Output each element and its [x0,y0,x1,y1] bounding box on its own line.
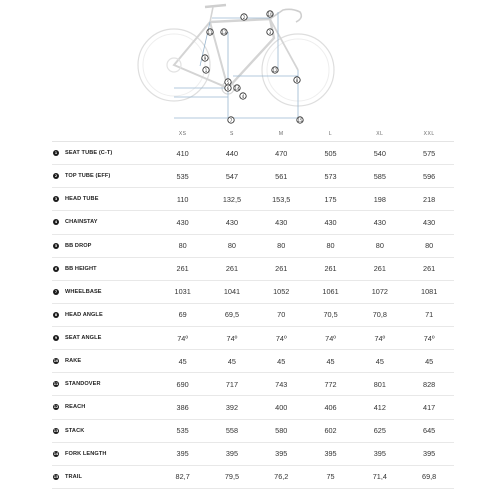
value-cell: 70,5 [323,310,338,320]
row-label-cell [52,381,158,387]
geometry-table [52,127,454,489]
badge-label-3: 3 [268,29,272,35]
row-label-cell [52,404,158,410]
measurement-label: TOP TUBE (EFF) [65,173,111,180]
value-cell: 69,8 [422,472,437,482]
measurement-label: STANDOVER [65,381,101,388]
value-cell: 218 [423,194,436,204]
value-cell: 430 [225,217,239,227]
value-cell: 76,2 [274,472,289,482]
row-number-badge: 6 [54,266,58,271]
value-cell: 395 [275,449,288,459]
value-cell: 558 [225,426,239,436]
value-cell: 74º [423,333,435,343]
value-cell: 1052 [273,287,290,297]
value-cell: 395 [373,449,386,459]
row-number-badge: 9 [54,336,58,341]
value-cell: 645 [423,426,436,436]
badge-label-4: 4 [241,93,245,99]
value-cell: 74º [275,333,287,343]
value-cell: 410 [176,148,189,158]
value-cell: 1081 [421,287,438,297]
value-cell: 175 [324,194,337,204]
measurement-label: HEAD TUBE [65,196,99,203]
value-cell: 80 [326,241,335,251]
value-cell: 395 [176,449,189,459]
size-header: S [230,131,234,137]
value-cell: 535 [176,426,189,436]
measurement-label: RAKE [65,358,82,365]
value-cell: 801 [373,379,386,389]
measurement-label: REACH [65,404,86,411]
row-number-badge: 11 [53,382,59,387]
diagram-badges [202,11,303,123]
row-label-cell [52,196,158,202]
value-cell: 80 [375,241,384,251]
value-cell: 470 [275,148,288,158]
measurement-label: WHEELBASE [65,288,102,295]
table-row [52,258,454,281]
row-number-badge: 14 [53,451,59,456]
value-cell: 561 [275,171,288,181]
size-header: XS [178,131,187,137]
value-cell: 430 [423,217,436,227]
value-cell: 45 [375,356,384,366]
measurement-label: BB HEIGHT [65,265,97,272]
value-cell: 45 [277,356,286,366]
measurement-label: CHAINSTAY [65,219,98,226]
value-cell: 547 [225,171,239,181]
size-header: XXL [423,131,435,137]
value-cell: 80 [425,241,434,251]
badge-label-8: 8 [295,77,299,83]
value-cell: 80 [178,241,187,251]
row-number-badge: 13 [53,428,59,433]
value-cell: 412 [373,402,386,412]
table-row [52,304,454,327]
value-cell: 70 [277,310,286,320]
value-cell: 261 [423,264,436,274]
badge-label-14: 14 [234,85,240,91]
value-cell: 1041 [223,287,241,297]
value-cell: 743 [275,379,288,389]
badge-label-7: 7 [229,117,233,123]
row-label-cell [52,173,158,179]
row-number-badge: 2 [54,174,58,179]
value-cell: 110 [176,194,189,204]
value-cell: 74º [374,333,386,343]
value-cell: 82,7 [175,472,190,482]
badge-label-10: 10 [267,11,273,17]
row-number-badge: 12 [53,405,59,410]
value-cell: 400 [275,402,288,412]
value-cell: 395 [225,449,239,459]
badge-label-11: 11 [207,29,213,35]
value-cell: 386 [176,402,189,412]
value-cell: 75 [326,472,335,482]
value-cell: 540 [373,148,386,158]
value-cell: 1031 [174,287,191,297]
value-cell: 602 [324,426,337,436]
row-number-badge: 7 [54,289,58,294]
value-cell: 261 [324,264,337,274]
size-header: L [328,131,333,137]
value-cell: 132,5 [222,194,242,204]
table-row [52,420,454,443]
value-cell: 505 [324,148,337,158]
table-row [52,211,454,234]
badge-label-2: 2 [242,14,246,20]
value-cell: 430 [275,217,288,227]
row-label-cell [52,219,158,225]
size-header: XL [376,131,384,137]
table-row [52,165,454,188]
row-label-cell [52,358,158,364]
measurement-label: SEAT TUBE (C-T) [65,150,113,157]
value-cell: 440 [225,148,239,158]
row-number-badge: 3 [54,197,58,202]
value-cell: 417 [423,402,436,412]
table-row [52,327,454,350]
badge-label-5: 5 [226,79,230,85]
table-row [52,142,454,165]
row-label-cell [52,266,158,272]
badge-label-12: 12 [272,67,278,73]
row-number-badge: 15 [53,474,59,479]
geometry-rows [52,142,454,489]
value-cell: 45 [178,356,187,366]
badge-label-13: 13 [221,29,227,35]
table-row [52,188,454,211]
value-cell: 79,5 [224,472,240,482]
value-cell: 261 [176,264,189,274]
value-cell: 690 [176,379,189,389]
value-cell: 70,8 [372,310,387,320]
row-label-cell [52,312,158,318]
table-row [52,281,454,304]
value-cell: 580 [275,426,288,436]
value-cell: 69 [178,310,187,320]
table-row [52,235,454,258]
diagram-badge-labels [204,12,303,123]
value-cell: 71 [425,310,434,320]
row-number-badge: 8 [54,312,58,317]
value-cell: 395 [324,449,337,459]
badge-label-9: 9 [203,55,207,61]
value-cell: 406 [324,402,337,412]
value-cell: 828 [423,379,436,389]
row-label-cell [52,150,158,156]
measurement-label: SEAT ANGLE [65,335,102,342]
size-header: M [278,131,284,137]
value-cell: 153,5 [272,194,291,204]
value-cell: 74º [226,333,238,343]
table-row [52,350,454,373]
value-cell: 395 [423,449,436,459]
value-cell: 430 [324,217,337,227]
value-cell: 261 [225,264,239,274]
value-cell: 585 [373,171,386,181]
table-row [52,373,454,396]
value-cell: 74º [177,333,189,343]
size-header-row [52,127,454,142]
value-cell: 430 [176,217,189,227]
table-row [52,396,454,419]
table-row [52,443,454,466]
row-number-badge: 5 [54,243,58,248]
row-label-cell [52,335,158,341]
measurement-label: BB DROP [65,242,92,249]
value-cell: 573 [324,171,337,181]
value-cell: 717 [225,379,239,389]
measurement-label: TRAIL [65,473,82,480]
measurement-label: FORK LENGTH [65,450,107,457]
value-cell: 261 [275,264,288,274]
value-cell: 596 [423,171,436,181]
row-number-badge: 10 [53,359,59,364]
value-cell: 69,5 [224,310,240,320]
row-label-cell [52,428,158,434]
badge-label-1: 1 [204,67,208,73]
row-number-badge: 1 [54,151,58,156]
value-cell: 45 [227,356,236,366]
value-cell: 772 [324,379,337,389]
measurement-label: HEAD ANGLE [65,311,103,318]
value-cell: 625 [373,426,386,436]
value-cell: 74º [325,333,336,343]
measurement-label: STACK [65,427,85,434]
row-label-cell [52,243,158,249]
table-row [52,466,454,489]
value-cell: 80 [227,241,236,251]
value-cell: 71,4 [372,472,387,482]
value-cell: 45 [326,356,335,366]
row-label-cell [52,474,158,480]
value-cell: 392 [225,402,239,412]
value-cell: 45 [425,356,434,366]
value-cell: 1072 [371,287,388,297]
badge-label-6: 6 [226,85,230,91]
value-cell: 430 [373,217,386,227]
value-cell: 198 [373,194,386,204]
value-cell: 261 [373,264,386,274]
bike-geometry-diagram [0,0,500,126]
row-label-cell [52,289,158,295]
value-cell: 1061 [322,287,339,297]
measure-lines [174,12,298,120]
value-cell: 575 [423,148,436,158]
row-label-cell [52,451,158,457]
value-cell: 80 [277,241,286,251]
value-cell: 535 [176,171,189,181]
row-number-badge: 4 [54,220,58,225]
badge-label-15: 15 [297,117,303,123]
